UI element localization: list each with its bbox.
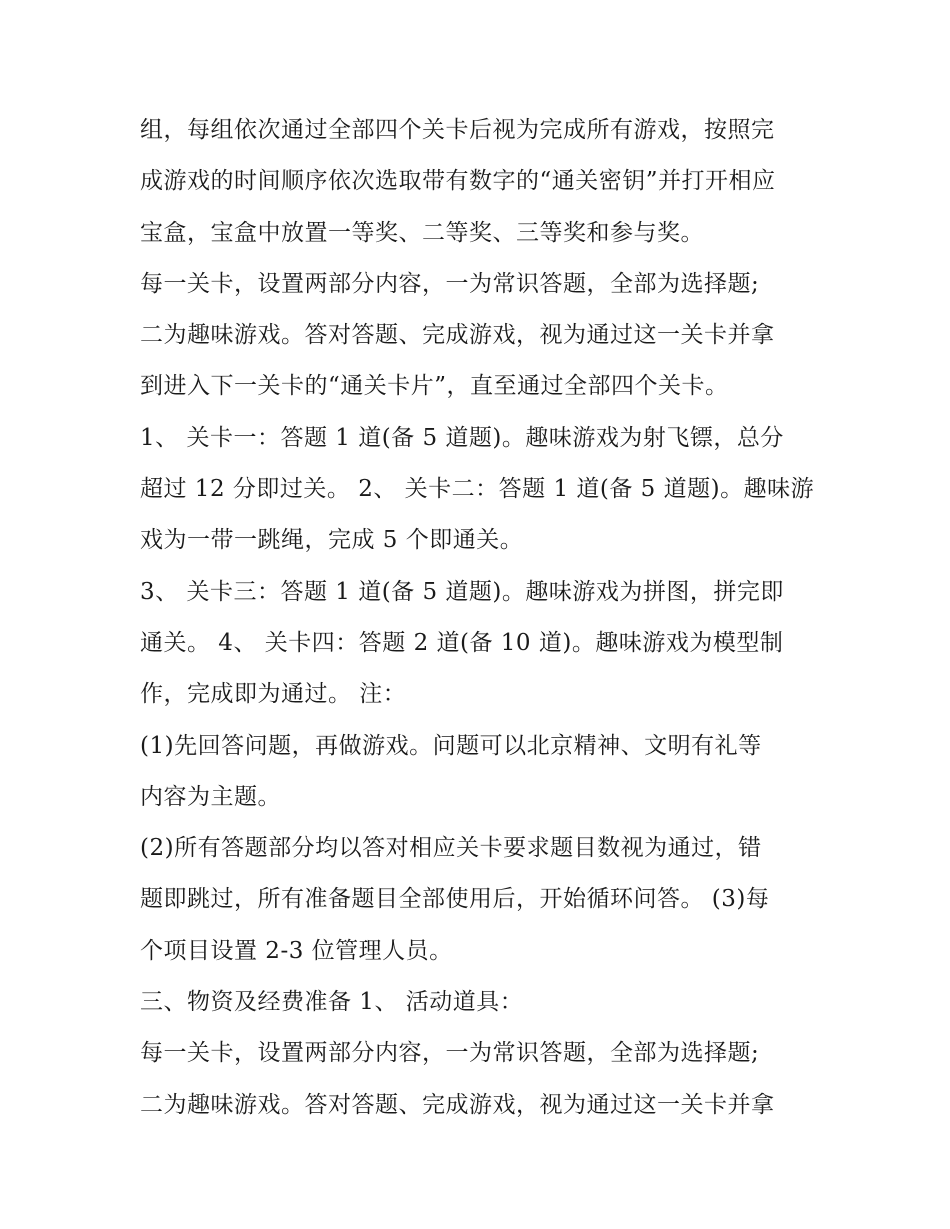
text-line: 超过 12 分即过关。 2、 关卡二：答题 1 道(备 5 道题)。趣味游 xyxy=(140,476,815,503)
text-line: (1)先回答问题，再做游戏。问题可以北京精神、文明有礼等 xyxy=(140,732,762,759)
text-line: 个项目设置 2-3 位管理人员。 xyxy=(140,937,453,964)
text-line: 3、 关卡三：答题 1 道(备 5 道题)。趣味游戏为拼图，拼完即 xyxy=(140,578,784,605)
text-line: 成游戏的时间顺序依次选取带有数字的“通关密钥”并打开相应 xyxy=(140,168,776,195)
text-line: 宝盒，宝盒中放置一等奖、二等奖、三等奖和参与奖。 xyxy=(140,219,704,246)
text-line: 二为趣味游戏。答对答题、完成游戏，视为通过这一关卡并拿 xyxy=(140,322,775,349)
text-line: 1、 关卡一：答题 1 道(备 5 道题)。趣味游戏为射飞镖，总分 xyxy=(140,424,784,451)
text-line: 每一关卡，设置两部分内容，一为常识答题，全部为选择题; xyxy=(140,1040,760,1067)
text-line: 戏为一带一跳绳，完成 5 个即通关。 xyxy=(140,527,524,554)
text-line: 内容为主题。 xyxy=(140,783,281,810)
text-line: 二为趣味游戏。答对答题、完成游戏，视为通过这一关卡并拿 xyxy=(140,1091,775,1118)
text-line: 到进入下一关卡的“通关卡片”，直至通过全部四个关卡。 xyxy=(140,373,729,400)
text-line: 三、物资及经费准备 1、 活动道具： xyxy=(140,989,524,1016)
text-line: 组，每组依次通过全部四个关卡后视为完成所有游戏，按照完 xyxy=(140,117,775,143)
text-line: 每一关卡，设置两部分内容，一为常识答题，全部为选择题; xyxy=(140,270,760,297)
text-line: 通关。 4、 关卡四：答题 2 道(备 10 道)。趣味游戏为模型制 xyxy=(140,629,784,656)
document-body xyxy=(140,110,820,1136)
text-line: (2)所有答题部分均以答对相应关卡要求题目数视为通过，错 xyxy=(140,835,762,862)
text-line: 作，完成即为通过。 注： xyxy=(140,681,407,708)
text-line: 题即跳过，所有准备题目全部使用后，开始循环问答。 (3)每 xyxy=(140,886,770,913)
